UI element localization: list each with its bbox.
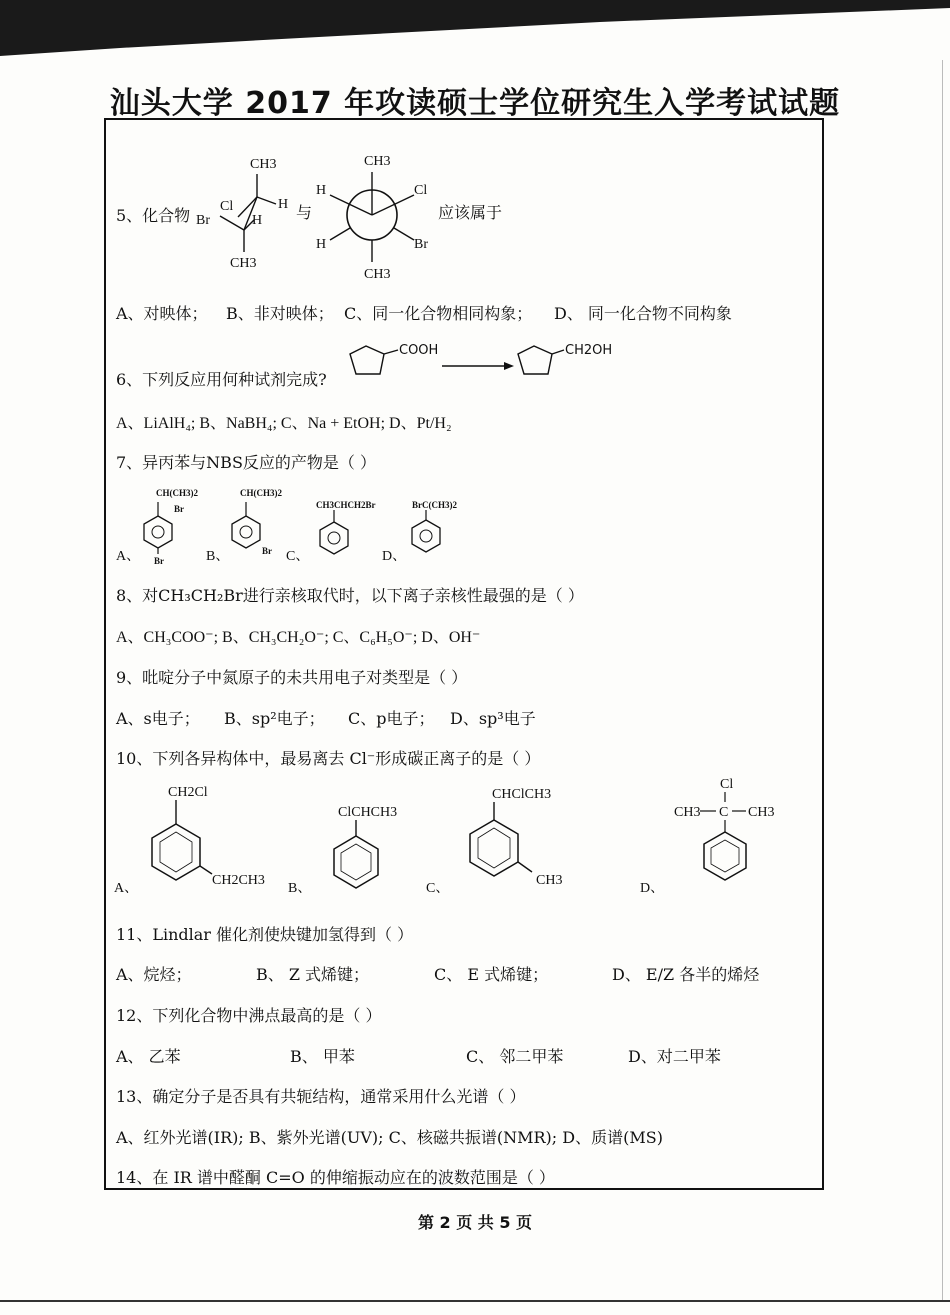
q5-newman-top: CH3 — [364, 154, 391, 169]
question-frame — [104, 118, 824, 1190]
q9-option-d: D、sp³电子 — [450, 709, 536, 728]
q6-reactant-group: COOH — [399, 343, 439, 358]
q7-structures — [114, 478, 474, 568]
q5-newman-h2: H — [316, 237, 327, 252]
q11-option-b: B、 Z 式烯键； — [256, 965, 370, 984]
q5-left-h2: H — [252, 213, 263, 228]
q6-reaction-scheme — [344, 336, 624, 386]
q13-prompt: 13、确定分子是否具有共轭结构，通常采用什么光谱（ ） — [116, 1087, 526, 1106]
q5-left-cl: Cl — [220, 199, 234, 214]
q11-prompt: 11、Lindlar 催化剂使炔键加氢得到（ ） — [116, 925, 414, 944]
q11-option-c: C、 E 式烯键； — [434, 965, 549, 984]
q5-left-br: Br — [196, 213, 210, 228]
exam-title: 汕头大学 2017 年攻读硕士学位研究生入学考试试题 — [109, 86, 841, 121]
q5-option-d: D、 同一化合物不同构象 — [554, 304, 732, 323]
q10-c-label: C、 — [426, 881, 450, 896]
q9-option-b: B、sp²电子； — [224, 709, 325, 728]
q5-option-b: B、非对映体； — [226, 304, 334, 323]
q7-a-br1: Br — [174, 504, 184, 514]
q14-prompt: 14、在 IR 谱中醛酮 C=O 的伸缩振动应在的波数范围是（ ） — [116, 1168, 555, 1187]
q5-option-c: C、同一化合物相同构象； — [344, 304, 533, 323]
q10-d-left: CH3 — [674, 805, 701, 820]
q9-option-a: A、s电子； — [116, 709, 200, 728]
q5-prompt: 5、化合物 — [116, 206, 191, 225]
q12-option-c: C、 邻二甲苯 — [466, 1047, 564, 1066]
q10-a-top: CH2Cl — [168, 785, 208, 800]
q7-c-label: C、 — [286, 549, 310, 564]
q5-option-a: A、对映体； — [116, 304, 208, 323]
q10-a-label: A、 — [114, 881, 139, 896]
q10-b-top: ClCHCH3 — [338, 805, 398, 820]
q5-tail: 应该属于 — [438, 203, 503, 222]
q10-c-top: CHClCH3 — [492, 787, 552, 802]
q5-left-h: H — [278, 197, 289, 212]
q12-option-d: D、对二甲苯 — [628, 1047, 721, 1066]
q7-b-label: B、 — [206, 549, 230, 564]
q7-d-sub: BrC(CH3)2 — [412, 500, 457, 510]
q7-b-sub: CH(CH3)2 — [240, 488, 282, 498]
q12-prompt: 12、下列化合物中沸点最高的是（ ） — [116, 1006, 382, 1025]
q6-prompt: 6、下列反应用何种试剂完成? — [116, 370, 327, 389]
q10-prompt: 10、下列各异构体中，最易离去 Cl⁻形成碳正离子的是（ ） — [116, 749, 541, 768]
q11-option-a: A、烷烃； — [116, 965, 192, 984]
q7-b-br: Br — [262, 546, 272, 556]
q7-d-label: D、 — [382, 549, 407, 564]
scan-bottom-line — [0, 1300, 950, 1302]
q11-option-d: D、 E/Z 各半的烯烃 — [612, 965, 760, 984]
q5-newman-cl: Cl — [414, 183, 428, 198]
q13-options: A、红外光谱(IR); B、紫外光谱(UV); C、核磁共振谱(NMR); D、质谱(MS) — [116, 1128, 663, 1147]
q10-c-side: CH3 — [536, 873, 563, 888]
q12-option-b: B、 甲苯 — [290, 1047, 355, 1066]
q9-option-c: C、p电子； — [348, 709, 435, 728]
q10-a-side: CH2CH3 — [212, 873, 265, 888]
q5-left-bottom: CH3 — [230, 256, 257, 271]
q8-options: A、CH₃COO⁻; B、CH₃CH₂O⁻; C、C₆H₅O⁻; D、OH⁻ — [116, 629, 481, 646]
scan-edge — [942, 60, 943, 1300]
q6-options: A、LiAlH₄; B、NaBH₄; C、Na + EtOH; D、Pt/H₂ — [116, 415, 452, 432]
q10-d-label: D、 — [640, 881, 665, 896]
q5-newman-h1: H — [316, 183, 327, 198]
q7-a-sub: CH(CH3)2 — [156, 488, 198, 498]
q7-a-label: A、 — [116, 549, 141, 564]
q7-a-br2: Br — [154, 556, 164, 566]
page-number: 第 2 页 共 5 页 — [417, 1213, 533, 1232]
q9-prompt: 9、吡啶分子中氮原子的未共用电子对类型是（ ） — [116, 668, 468, 687]
q10-structures — [112, 772, 792, 907]
q12-option-a: A、 乙苯 — [116, 1047, 181, 1066]
q10-d-right: CH3 — [748, 805, 775, 820]
q5-connector: 与 — [296, 203, 313, 222]
q10-d-cl: Cl — [720, 777, 734, 792]
q5-newman-br: Br — [414, 237, 428, 252]
q7-prompt: 7、异丙苯与NBS反应的产物是（ ） — [116, 453, 376, 472]
q5-newman-bottom: CH3 — [364, 267, 391, 282]
q10-d-center: C — [719, 805, 729, 820]
q6-product-group: CH2OH — [565, 343, 613, 358]
q5-newman-projection — [312, 150, 442, 285]
q7-c-sub: CH3CHCH2Br — [316, 500, 376, 510]
q8-prompt: 8、对CH₃CH₂Br进行亲核取代时，以下离子亲核性最强的是（ ） — [116, 586, 584, 605]
scan-shadow — [0, 0, 950, 58]
q10-b-label: B、 — [288, 881, 312, 896]
q5-left-top: CH3 — [250, 157, 277, 172]
